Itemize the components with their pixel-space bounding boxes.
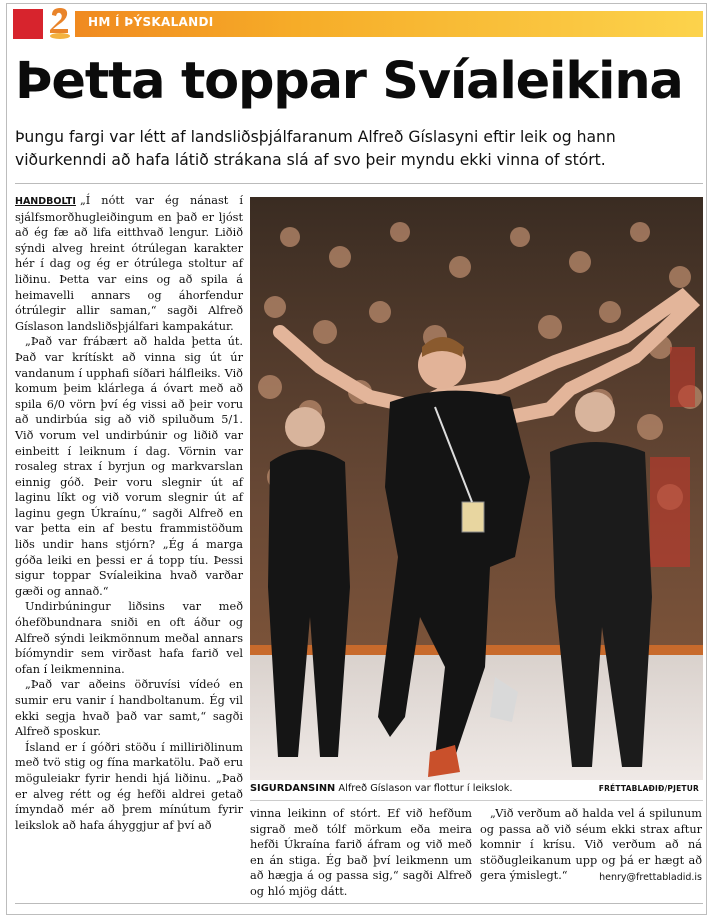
headline: Þetta toppar Svíaleikina bbox=[15, 52, 683, 111]
caption-text: Alfreð Gíslason var flottur í leikslok. bbox=[338, 783, 513, 794]
article-paragraph bbox=[15, 193, 243, 334]
caption-kicker: SIGURDANSINN bbox=[250, 783, 336, 794]
article-paragraph: vinna leikinn of stórt. Ef við hefðum sigrað með tólf mörkum eða meira hefði Úkraína farið áfram og við með en án stiga. Ég bað því leikmenn um að hægja á og passa sig,“ sagði Alfreð og hló mjög dátt. bbox=[250, 807, 472, 898]
divider bbox=[15, 903, 703, 904]
article-paragraph: Ísland er í góðri stöðu í milliriðlinum með tvö stig og fína markatölu. Það eru möguleiakr fyrir hendi hjá liðinu. „Það er alveg rétt og ég hefði aldrei getað ímyndað mér að þrem mínútum fyrir leikslok að hafa áhyggjur af því að bbox=[15, 740, 243, 832]
paragraph-text: „Í nótt var ég nánast í sjálfsmorðhugleiðingum en það er ljóst að ég fæ að lifa eitthvað lengur. Liðið sýndi alveg hreint ótrúlegan karakter hér í dag og ég er ótrúlega stoltur af liðinu. Þetta var eins og að spila á heimavelli annars og áhorfendur ótrúlegir allir saman,“ sagði Alfreð Gíslason landsliðsþjálfari kampakátur. bbox=[15, 194, 243, 333]
photo-caption bbox=[250, 783, 703, 799]
photo-credit: FRÉTTABLAÐIÐ/PJETUR bbox=[598, 784, 699, 793]
article-column-2 bbox=[250, 806, 472, 900]
article-paragraph bbox=[480, 806, 702, 884]
article-column-1 bbox=[15, 193, 243, 833]
divider bbox=[15, 183, 703, 184]
divider bbox=[250, 800, 703, 801]
article-paragraph: Undirbúningur liðsins var með óhefðbundnara sniði en oft áður og Alfreð sýndi leikmönnum meðal annars bíómyndir sem virðast hafa farið vel ofan í leikmennina. bbox=[15, 600, 243, 676]
section-label: HM Í ÞÝSKALANDI bbox=[88, 15, 214, 29]
article-kicker: HANDBOLTI bbox=[15, 196, 76, 207]
article-column-3 bbox=[480, 806, 702, 886]
article-paragraph: „Það var frábært að halda þetta út. Það var krítískt að vinna sig út úr vandanum í upphafi síðari hálfleiks. Við komum þeim klárlega á óvart með að spila 6/0 vörn því ég vissi að þeir voru að undirbúa sig að við spiluðum 5/1. Við vorum vel undirbúnir og liðið var einbeitt í leiknum í dag. Vörnin var rosaleg strax í byrjun og markvarslan einnig góð. Þeir voru slegnir út af laginu líkt og við vorum slegnir út af laginu gegn Úkraínu,“ sagði Alfreð en var þetta ein af bestu frammistöðum liðs undir hans stjórn? „Ég á marga góða leiki en þessi er á topp tíu. Þessi sigur toppar Svíaleikina hvað varðar gæði og annað.“ bbox=[15, 335, 243, 598]
byline-email: henry@frettabladid.is bbox=[599, 872, 702, 884]
section-logo-icon bbox=[47, 5, 75, 41]
section-red-block bbox=[13, 9, 43, 39]
paragraph-text: „Við verðum að halda vel á spilunum og passa að við séum ekki strax aftur komnir í krísu. Við verðum að ná stöðugleikanum upp og þá er hægt að gera ýmislegt.“ bbox=[480, 807, 702, 883]
article-paragraph: „Það var aðeins öðruvísi vídeó en sumir eru vanir í handboltanum. Ég vil ekki segja hvað það var samt,“ sagði Alfreð sposkur. bbox=[15, 678, 243, 739]
deck-subheadline: Þungu fargi var létt af landsliðsþjálfaranum Alfreð Gíslasyni eftir leik og hann viðurkenndi að hafa látið strákana slá af svo þeir myndu ekki vinna of stórt. bbox=[15, 128, 616, 169]
article-photo bbox=[250, 197, 703, 780]
